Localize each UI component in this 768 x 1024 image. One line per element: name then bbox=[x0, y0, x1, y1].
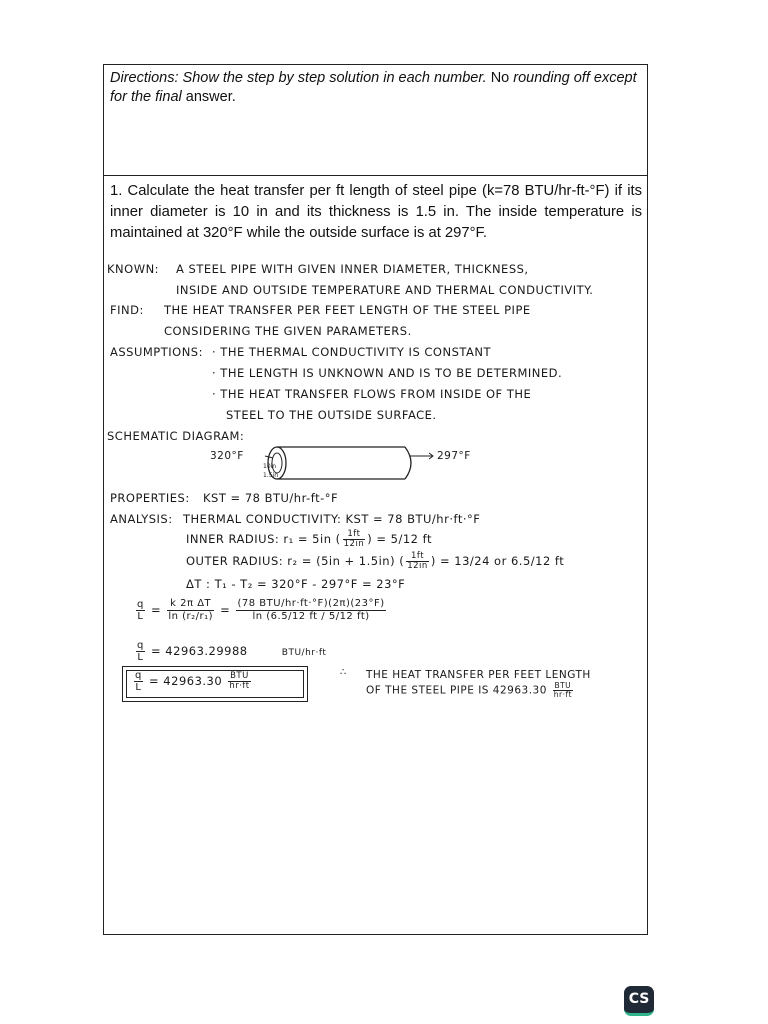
outer-radius-result: = 13/24 or 6.5/12 ft bbox=[439, 554, 565, 568]
analysis-conductivity: THERMAL CONDUCTIVITY: KST = 78 BTU/hr·ft·°F bbox=[183, 512, 481, 526]
final-lhs-num: q bbox=[135, 670, 142, 681]
assumption-2: · THE LENGTH IS UNKNOWN AND IS TO BE DETERMINED. bbox=[212, 366, 563, 380]
find-line-2: CONSIDERING THE GIVEN PARAMETERS. bbox=[164, 324, 412, 338]
inner-radius-conversion bbox=[343, 530, 366, 549]
directions-part-1: Directions: Show the step by step solution in each number. bbox=[110, 70, 487, 86]
conclusion-unit-num: BTU bbox=[554, 681, 572, 690]
outer-radius-label: OUTER RADIUS: r₂ = (5in + 1.5in) bbox=[186, 554, 396, 568]
result-1-lhs-den: L bbox=[137, 652, 144, 663]
eq-lhs-den: L bbox=[137, 611, 144, 622]
properties-text: KST = 78 BTU/hr-ft-°F bbox=[203, 491, 339, 505]
assumption-3a: · THE HEAT TRANSFER FLOWS FROM INSIDE OF THE bbox=[212, 387, 532, 401]
eq-lhs bbox=[136, 599, 145, 622]
outer-conv-den: 12in bbox=[407, 561, 428, 571]
problem-statement: 1. Calculate the heat transfer per ft length of steel pipe (k=78 BTU/hr-ft-°F) if its inner diameter is 10 in and its thickness is 1.5 in. The inside temperature is maintained at 320°F while the outside surface is at 297°F. bbox=[110, 183, 642, 241]
eq-sub-den: ln (6.5/12 ft / 5/12 ft) bbox=[252, 611, 370, 622]
camscanner-logo: CS bbox=[624, 986, 654, 1016]
outer-conv-num: 1ft bbox=[406, 552, 429, 562]
inner-radius-label: INNER RADIUS: r₁ = 5in bbox=[186, 532, 332, 546]
known-line-2: INSIDE AND OUTSIDE TEMPERATURE AND THERMAL CONDUCTIVITY. bbox=[176, 283, 594, 297]
result-1-lhs-num: q bbox=[137, 640, 144, 651]
find-label: FIND: bbox=[110, 303, 144, 317]
known-line-1: A STEEL PIPE WITH GIVEN INNER DIAMETER, THICKNESS, bbox=[176, 262, 529, 276]
schematic-dim-2: 1.5in bbox=[263, 472, 279, 479]
inner-conv-den: 12in bbox=[343, 539, 365, 549]
known-label: KNOWN: bbox=[107, 262, 160, 276]
inner-conv-num: 1ft bbox=[343, 530, 366, 540]
directions-box bbox=[104, 65, 647, 176]
final-lhs bbox=[134, 670, 143, 693]
final-unit bbox=[228, 672, 250, 691]
delta-t-line: ΔT : T₁ - T₂ = 320°F - 297°F = 23°F bbox=[186, 577, 406, 591]
conclusion-unit bbox=[553, 682, 573, 699]
final-lhs-den: L bbox=[135, 682, 142, 693]
result-1-lhs bbox=[136, 640, 145, 663]
final-answer bbox=[132, 670, 253, 693]
analysis-label: ANALYSIS: bbox=[110, 512, 173, 526]
directions-part-3: rounding off except for the final bbox=[110, 70, 637, 105]
outer-radius-line: OUTER RADIUS: r₂ = (5in + 1.5in) ( $\frac{1ft}{12in}$ ) = 13/24 or 6.5/12 ft bbox=[186, 551, 565, 571]
result-1-unit: BTU/hr·ft bbox=[281, 648, 327, 658]
eq-formula bbox=[167, 598, 214, 623]
properties-label: PROPERTIES: bbox=[110, 491, 190, 505]
conclusion-line-2 bbox=[366, 682, 575, 699]
eq-substitution bbox=[236, 598, 385, 623]
assumptions-label: ASSUMPTIONS: bbox=[110, 345, 203, 359]
schematic-outside-temp: 297°F bbox=[437, 450, 471, 462]
final-unit-num: BTU bbox=[230, 671, 249, 681]
schematic-label: SCHEMATIC DIAGRAM: bbox=[107, 429, 245, 443]
directions-part-2: No bbox=[486, 70, 514, 86]
result-1-value: = 42963.29988 bbox=[151, 644, 248, 658]
assumption-3b: STEEL TO THE OUTSIDE SURFACE. bbox=[226, 408, 437, 422]
schematic-dim-1: 10in bbox=[263, 463, 277, 470]
result-1-line bbox=[134, 640, 326, 663]
eq-lhs-num: q bbox=[137, 599, 144, 610]
eq-formula-den: ln (r₂/r₁) bbox=[168, 611, 214, 622]
eq-formula-num: k 2π ΔT bbox=[167, 598, 214, 611]
heat-equation: $\frac{q}{L}$ = $\frac{\text{k 2π ΔT}}{\text{ln (r₂/r₁)}}$ = $\frac{\text{(78 BTU/hr·ft·°F)(2π)(23°F)}}{\ln (6.5/12 ft / 5/12 ft)}$ bbox=[137, 598, 385, 622]
inner-radius-result: = 5/12 ft bbox=[376, 532, 433, 546]
directions-text bbox=[110, 69, 641, 107]
final-value: = 42963.30 bbox=[149, 674, 223, 688]
conclusion-line-1: THE HEAT TRANSFER PER FEET LENGTH bbox=[366, 669, 591, 681]
find-line-1: THE HEAT TRANSFER PER FEET LENGTH OF THE STEEL PIPE bbox=[164, 303, 531, 317]
directions-part-4: answer. bbox=[181, 89, 236, 105]
conclusion-unit-den: hr·ft bbox=[553, 690, 572, 699]
final-unit-den: hr·ft bbox=[229, 681, 250, 691]
eq-sub-num: (78 BTU/hr·ft·°F)(2π)(23°F) bbox=[237, 598, 385, 609]
outer-radius-conversion bbox=[406, 552, 429, 571]
schematic-inside-temp: 320°F bbox=[210, 450, 244, 462]
conclusion-line-2-text: OF THE STEEL PIPE IS 42963.30 bbox=[366, 684, 547, 697]
therefore-symbol: ∴ bbox=[340, 667, 347, 678]
assumption-1: · THE THERMAL CONDUCTIVITY IS CONSTANT bbox=[212, 345, 492, 359]
inner-radius-line: INNER RADIUS: r₁ = 5in ( $\frac{1ft}{12in}$ ) = 5/12 ft bbox=[186, 529, 433, 549]
